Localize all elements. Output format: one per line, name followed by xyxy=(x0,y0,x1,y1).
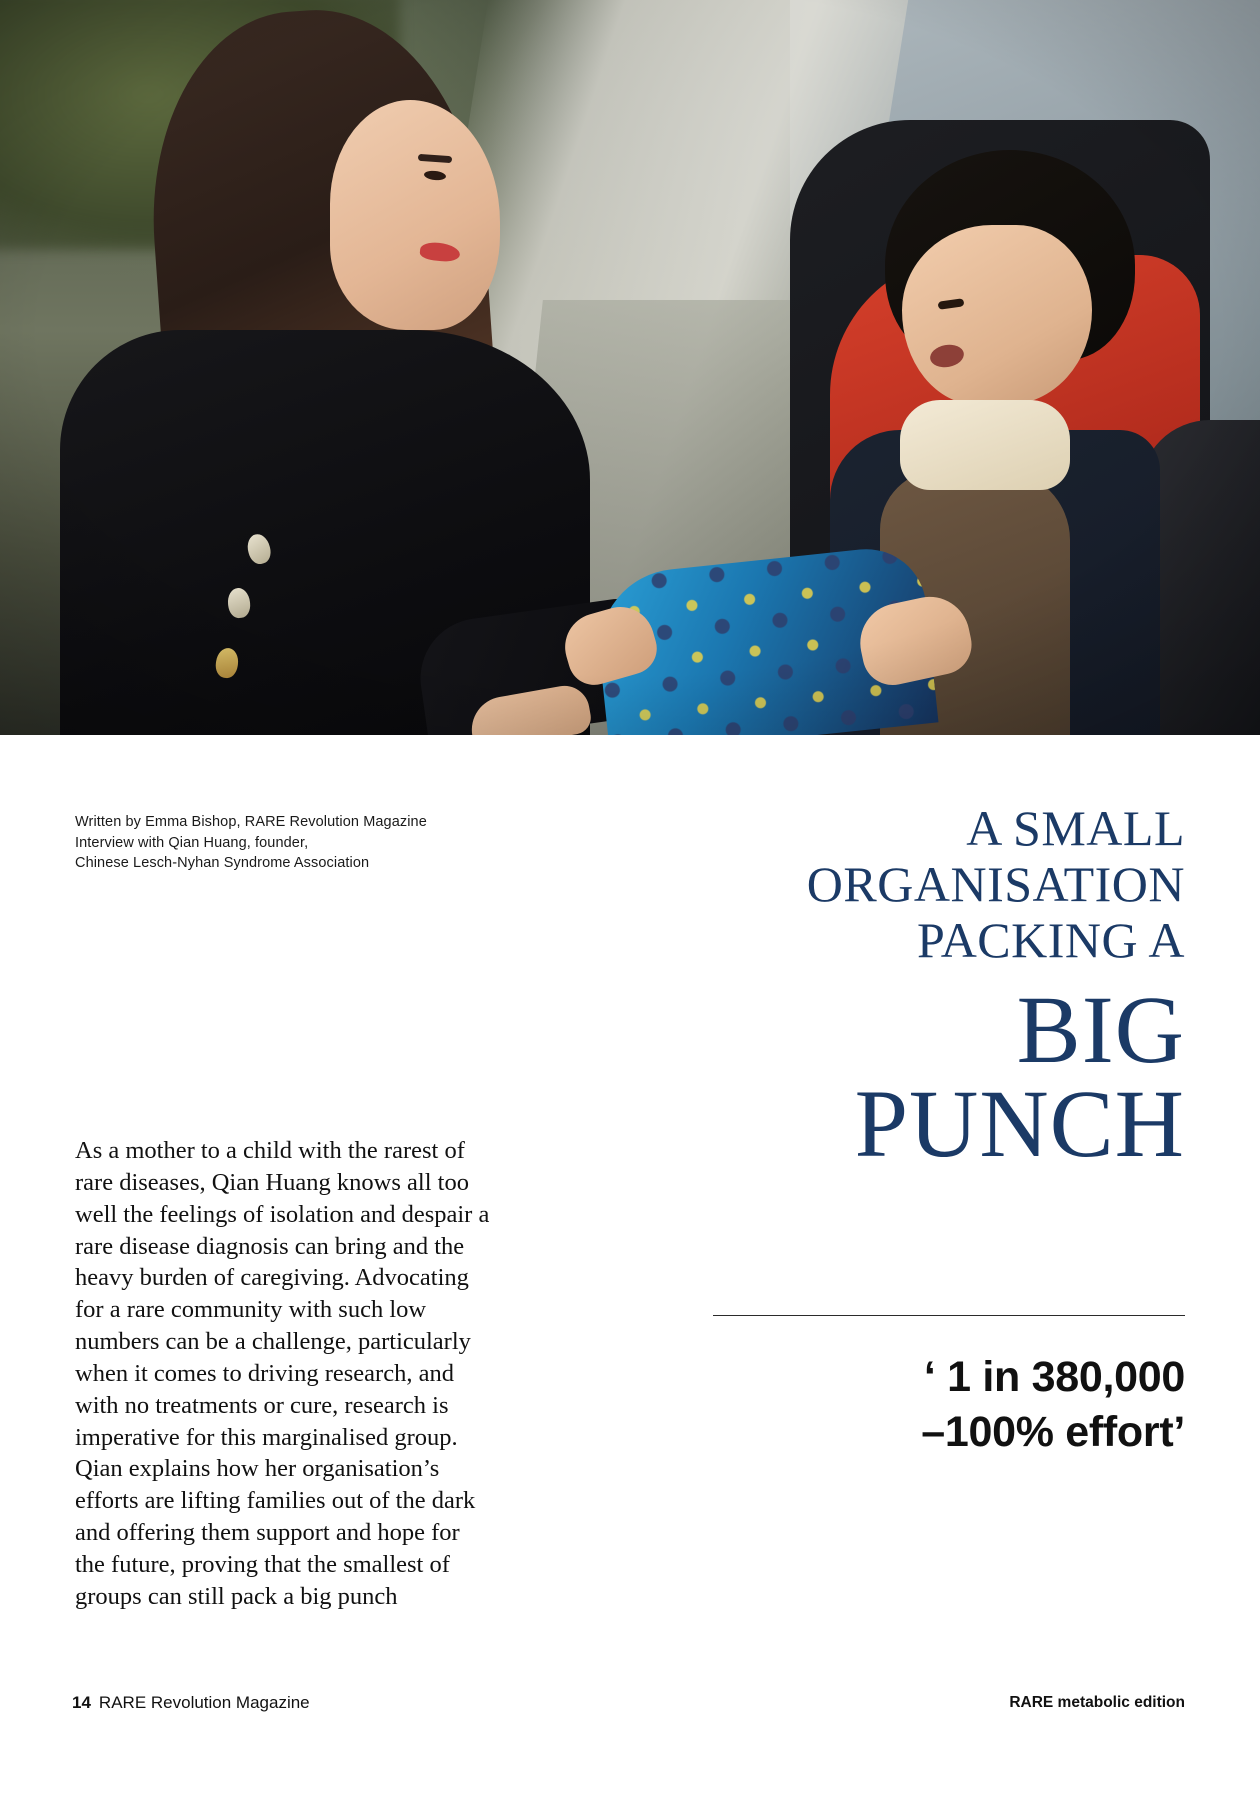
publication-name: RARE Revolution Magazine xyxy=(98,1693,310,1712)
headline-line-2: ORGANISATION xyxy=(806,856,1185,912)
headline-divider xyxy=(713,1315,1185,1316)
headline-line-4: BIG xyxy=(1016,976,1185,1083)
credit-line-interview: Interview with Qian Huang, founder, xyxy=(75,834,309,851)
pull-quote-line-1: ‘ 1 in 380,000 xyxy=(923,1353,1185,1401)
headline-line-5: PUNCH xyxy=(854,1070,1185,1177)
pull-quote-line-2: –100% effort’ xyxy=(921,1408,1185,1457)
article-standfirst: As a mother to a child with the rarest of rare diseases, Qian Huang knows all too well the feelings of isolation and despair a rare disease diagnosis can bring and the heavy burden of caregiving. Advocating for a rare community with such low numbers can be a challenge, particularly when it comes to driving research, and with no treatments or cure, research is imperative for this marginalised group. Qian explains how her organisation’s efforts are lifting families out of the dark and offering them support and hope for the future, proving that the smallest of groups can still pack a big punch xyxy=(75,1137,490,1610)
edition-label: RARE metabolic edition xyxy=(1009,1694,1185,1711)
footer-left xyxy=(72,1693,310,1713)
credit-line-organisation: Chinese Lesch-Nyhan Syndrome Association xyxy=(75,855,370,872)
hero-photo xyxy=(0,0,1260,735)
headline-line-3: PACKING A xyxy=(916,912,1185,968)
headline-line-1: A SMALL xyxy=(966,800,1185,856)
page-title xyxy=(545,800,1185,1177)
pull-quote xyxy=(545,1350,1185,1460)
page-number: 14 xyxy=(72,1693,91,1712)
article-credits xyxy=(75,812,545,874)
credit-line-author: Written by Emma Bishop, RARE Revolution Magazine xyxy=(75,814,427,830)
photo-vignette xyxy=(0,0,1260,735)
